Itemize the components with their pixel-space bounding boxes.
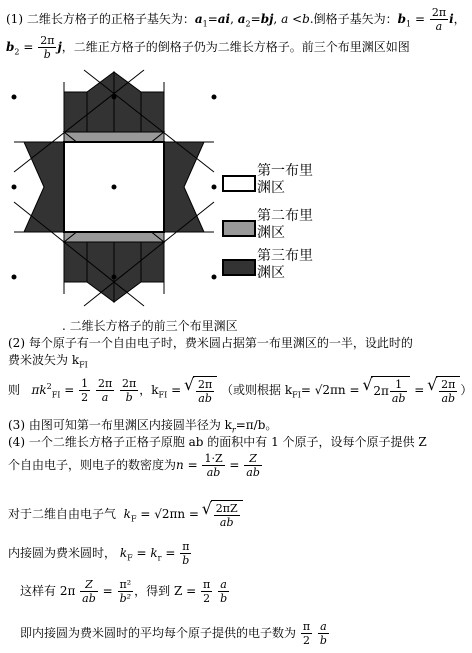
b2-fraction: $\frac{2\pi}{b}$ bbox=[40, 34, 55, 61]
a1-value: ai bbox=[217, 12, 231, 26]
alt-sqrt-inner: √ 2π $\frac{1}{ab}$ bbox=[371, 376, 410, 405]
p1-line2-text: ，二维正方格子的倒格子仍为二维长方格子。前三个布里渊区如图 bbox=[61, 40, 410, 54]
density-fraction-1: $\frac{1\cdot Z}{ab}$ bbox=[204, 452, 223, 479]
p4-line2: 个自由电子，则电子的数密度为n = $\frac{1\cdot Z}{ab}$ = $\frac{Z}{ab}$ bbox=[8, 452, 260, 479]
pi-over-b: $\frac{\pi}{b}$ bbox=[182, 540, 190, 567]
p1-line1-intro: (1) 二维长方格子的正格子基矢为： bbox=[6, 12, 195, 26]
lattice-point bbox=[112, 275, 117, 280]
legend-label-first: 第一布里渊区 bbox=[257, 163, 313, 196]
two-pi-over-a: $\frac{2\pi}{a}$ bbox=[97, 377, 113, 404]
eq-prefix: 则 bbox=[8, 383, 21, 397]
lattice-point bbox=[12, 185, 17, 190]
alt-sqrt-result: √ $\frac{2\pi}{ab}$ bbox=[436, 376, 460, 405]
kfi-label: ，k bbox=[139, 383, 159, 397]
brillouin-zone-diagram bbox=[0, 62, 215, 317]
thus-fraction-4: $\frac{a}{b}$ bbox=[220, 578, 228, 605]
p4-electron-gas: 对于二维自由电子气 $k_F = √2\pi n$ = √ $\frac{2\pi Z}{ab}$ bbox=[8, 500, 243, 529]
legend-label-second: 第二布里渊区 bbox=[257, 208, 313, 241]
third-zone-piece bbox=[141, 92, 164, 132]
legend-swatch-second bbox=[222, 220, 256, 237]
density-fraction-2: $\frac{Z}{ab}$ bbox=[246, 452, 260, 479]
lattice-point bbox=[212, 185, 217, 190]
b2-symbol: b bbox=[6, 40, 15, 54]
third-zone-piece bbox=[24, 142, 64, 232]
b2-eq: = bbox=[23, 40, 34, 54]
thus-fraction-3: $\frac{\pi}{2}$ bbox=[203, 578, 211, 605]
two-pi-over-b: $\frac{2\pi}{b}$ bbox=[122, 377, 137, 404]
p4-final-line: 即内接圆为费米圆时的平均每个原子提供的电子数为 $\frac{\pi}{2}$ $\frac{a}{b}$ bbox=[20, 620, 327, 647]
b1-symbol: b bbox=[397, 12, 407, 26]
third-zone-piece bbox=[114, 72, 141, 132]
b1-eq: = bbox=[414, 12, 425, 26]
third-zone-piece bbox=[64, 92, 87, 132]
p2-line1: (2) 每个原子有一个自由电子时，费米圆占据第一布里渊区的一半，设此时的 bbox=[8, 336, 413, 350]
lattice-point bbox=[212, 95, 217, 100]
p3-line: (3) 由图可知第一布里渊区内接圆半径为 $k_r=\pi/b$。 bbox=[8, 418, 278, 435]
lattice-condition: a <b bbox=[281, 12, 310, 26]
lattice-point bbox=[12, 275, 17, 280]
p4-fermi-circle: 内接圆为费米圆时， $k_F = k_r$ = $\frac{\pi}{b}$ bbox=[8, 540, 190, 567]
a2-eq: = bbox=[250, 12, 261, 26]
b1-fraction: $\frac{2\pi}{a}$ bbox=[431, 6, 447, 33]
p1-line1-recip: 倒格子基矢为： bbox=[313, 12, 398, 26]
lattice-point bbox=[112, 95, 117, 100]
half-fraction: $\frac{1}{2}$ bbox=[81, 377, 89, 404]
b1-vector: i bbox=[449, 12, 454, 26]
a2-value: bj bbox=[260, 12, 274, 26]
lattice-point bbox=[12, 95, 17, 100]
third-zone-piece bbox=[141, 242, 164, 282]
lattice-point bbox=[212, 275, 217, 280]
p1-line2: $b_2$ = $\frac{2\pi}{b}$ j，二维正方格子的倒格子仍为二维长方格子。前三个布里渊区如图 bbox=[6, 34, 410, 61]
thus-fraction-2: $\frac{\text{π²}}{\text{b²}}$ bbox=[119, 578, 132, 605]
kfi-sqrt: √ $\frac{2\pi}{ab}$ bbox=[193, 376, 217, 405]
p1-line1: (1) 二维长方格子的正格子基矢为：$a_1=ai$, $a_2=bj$, a <b.倒格子基矢为：$b_1$ = $\frac{2\pi}{a}$ i， bbox=[6, 6, 466, 33]
legend-swatch-first bbox=[222, 175, 256, 192]
a2-symbol: a bbox=[237, 12, 246, 26]
a1-symbol: a bbox=[194, 12, 203, 26]
lattice-point bbox=[112, 185, 117, 190]
final-fraction-2: $\frac{a}{b}$ bbox=[319, 620, 327, 647]
figure-caption: . 二维长方格子的前三个布里渊区 bbox=[62, 319, 238, 333]
b2-vector: j bbox=[57, 40, 62, 54]
alt-mid: = √2πn = bbox=[300, 383, 364, 397]
p2-equation: 则 $\pi k^2_{FI}$ = $\frac{1}{2}$ $\frac{2\pi}{a}$ $\frac{2\pi}{b}$ ，$k_{FI}$ = √ $\frac{2\pi}{ab}$ （或则根据 $k_{FI}= √2\pi n$ = √ 2π $\frac{1}{ab}$ = √ $\frac{2\pi}{ab}$ ） bbox=[8, 376, 472, 405]
eq-lhs: πk bbox=[31, 383, 47, 397]
third-zone-piece bbox=[87, 72, 114, 132]
legend-label-third: 第三布里渊区 bbox=[257, 248, 313, 281]
gas-sqrt: √ $\frac{2\pi Z}{ab}$ bbox=[211, 500, 243, 529]
alt-prefix: （或则根据 k bbox=[221, 383, 293, 397]
legend-swatch-third bbox=[222, 259, 256, 276]
p2-line2: 费米波矢为 $k_{FI}$ bbox=[8, 353, 88, 370]
thus-fraction-1: $\frac{Z}{ab}$ bbox=[82, 578, 96, 605]
final-fraction-1: $\frac{\pi}{2}$ bbox=[302, 620, 311, 647]
p4-thus-line: 这样有 2π $\frac{Z}{ab}$ = $\frac{\text{π²}}{\text{b²}}$ ，得到 Z = $\frac{\pi}{2}$ $\frac{a}{b}$ bbox=[20, 578, 228, 605]
a1-eq: = bbox=[207, 12, 218, 26]
p4-line1: (4) 一个二维长方格子正格子原胞 ab 的面积中有 1 个原子，设每个原子提供 Z bbox=[8, 435, 427, 449]
third-zone-piece bbox=[64, 242, 87, 282]
third-zone-piece bbox=[164, 142, 204, 232]
